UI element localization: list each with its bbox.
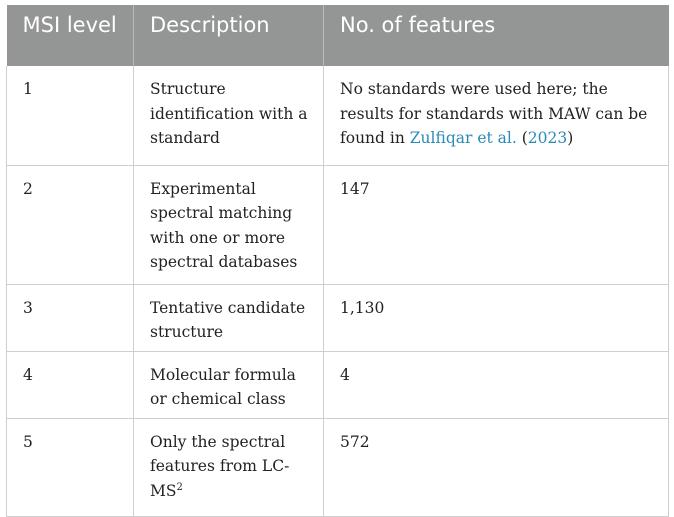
msi-level-cell: 2 [7,165,134,284]
description-cell: Experimental spectral matching with one or more spectral databases [134,165,324,284]
reference-open-paren: ( [521,129,528,147]
features-cell: 147 [324,165,669,284]
description-cell: Tentative candidate structure [134,284,324,351]
reference-close-paren: ) [567,129,574,147]
table-row [7,165,669,284]
description-cell: Structure identification with a standard [134,66,324,165]
features-cell [324,66,669,165]
features-cell: 4 [324,351,669,418]
description-cell [134,418,324,516]
description-cell: Molecular formula or chemical class [134,351,324,418]
msi-level-cell: 5 [7,418,134,516]
table-row [7,66,669,165]
header-no-of-features: No. of features [324,5,669,66]
msi-levels-table [6,5,669,517]
table-header-row [7,5,669,66]
reference-link-year[interactable]: 2023 [527,129,568,147]
header-msi-level: MSI level [7,5,134,66]
table-row [7,284,669,351]
msi-level-cell: 3 [7,284,134,351]
table-row [7,418,669,516]
header-description: Description [134,5,324,66]
msi-level-cell: 4 [7,351,134,418]
description-text: Only the spectral features from LC-MS [150,432,290,500]
reference-link-authors[interactable]: Zulfiqar et al. [409,129,517,147]
superscript: 2 [176,481,183,493]
msi-level-cell: 1 [7,66,134,165]
table-row [7,351,669,418]
features-cell: 1,130 [324,284,669,351]
features-text: No standards were used here; the results for standards with MAW can be found in [340,80,648,147]
features-cell: 572 [324,418,669,516]
